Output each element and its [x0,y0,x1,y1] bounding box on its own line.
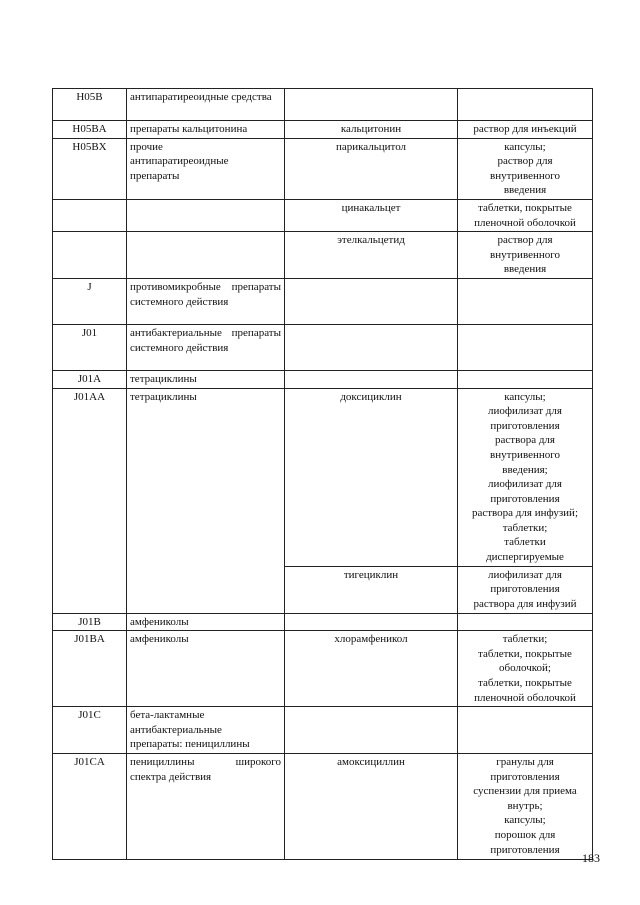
table-row [53,324,593,370]
drug-name-cell [285,370,458,388]
atc-code-cell: J01B [53,613,127,631]
group-name-cell: амфениколы [127,631,285,707]
table-row [53,754,593,860]
group-name-cell: антипаратиреоидные средства [127,89,285,121]
table-row [53,370,593,388]
drug-name-cell: тигециклин [285,566,458,613]
atc-code-cell: H05BA [53,121,127,139]
atc-code-cell [53,199,127,231]
dosage-form-cell [458,613,593,631]
page-number: 183 [582,851,600,865]
drug-name-cell: кальцитонин [285,121,458,139]
table-row [53,199,593,231]
group-name-cell: тетрациклины [127,370,285,388]
dosage-form-cell [458,707,593,754]
dosage-form-cell: капсулы; раствор для внутривенного введения [458,138,593,199]
atc-code-cell: J01CA [53,754,127,860]
table-row [53,631,593,707]
dosage-form-cell [458,89,593,121]
dosage-form-cell: лиофилизат для приготовления раствора для инфузий [458,566,593,613]
table-row [53,707,593,754]
group-name-cell: бета-лактамные антибактериальные препараты: пенициллины [127,707,285,754]
drug-name-cell: этелкальцетид [285,232,458,279]
atc-code-cell: J01A [53,370,127,388]
atc-code-cell: H05BX [53,138,127,199]
table-row [53,89,593,121]
atc-code-cell: H05B [53,89,127,121]
table-row [53,138,593,199]
group-name-cell: амфениколы [127,613,285,631]
dosage-form-cell: гранулы для приготовления суспензии для приема внутрь; капсулы; порошок для приготовления [458,754,593,860]
drug-classification-table [52,88,593,860]
atc-code-cell [53,232,127,279]
atc-code-cell: J [53,278,127,324]
drug-name-cell [285,707,458,754]
drug-name-cell [285,613,458,631]
dosage-form-cell: капсулы; лиофилизат для приготовления раствора для внутривенного введения; лиофилизат для приготовления раствора для инфузий; таблетки; таблетки диспергируемые [458,388,593,566]
group-name-cell: пенициллины широкого спектра действия [127,754,285,860]
table-row [53,613,593,631]
group-name-cell: антибактериальные препараты системного действия [127,324,285,370]
dosage-form-cell: таблетки, покрытые пленочной оболочкой [458,199,593,231]
atc-code-cell: J01AA [53,388,127,613]
group-name-cell: тетрациклины [127,388,285,613]
atc-code-cell: J01BA [53,631,127,707]
drug-name-cell: цинакальцет [285,199,458,231]
table-row [53,388,593,566]
drug-name-cell: хлорамфеникол [285,631,458,707]
drug-name-cell [285,324,458,370]
dosage-form-cell [458,370,593,388]
dosage-form-cell: таблетки; таблетки, покрытые оболочкой; таблетки, покрытые пленочной оболочкой [458,631,593,707]
drug-name-cell [285,278,458,324]
dosage-form-cell: раствор для внутривенного введения [458,232,593,279]
drug-name-cell: доксициклин [285,388,458,566]
atc-code-cell: J01C [53,707,127,754]
table-row [53,232,593,279]
group-name-cell [127,199,285,231]
group-name-cell: препараты кальцитонина [127,121,285,139]
dosage-form-cell [458,278,593,324]
drug-name-cell: парикальцитол [285,138,458,199]
dosage-form-cell [458,324,593,370]
group-name-cell: противомикробные препараты системного действия [127,278,285,324]
table-row [53,278,593,324]
table-row [53,121,593,139]
drug-name-cell [285,89,458,121]
drug-name-cell: амоксициллин [285,754,458,860]
group-name-cell [127,232,285,279]
group-name-cell: прочие антипаратиреоидные препараты [127,138,285,199]
atc-code-cell: J01 [53,324,127,370]
dosage-form-cell: раствор для инъекций [458,121,593,139]
